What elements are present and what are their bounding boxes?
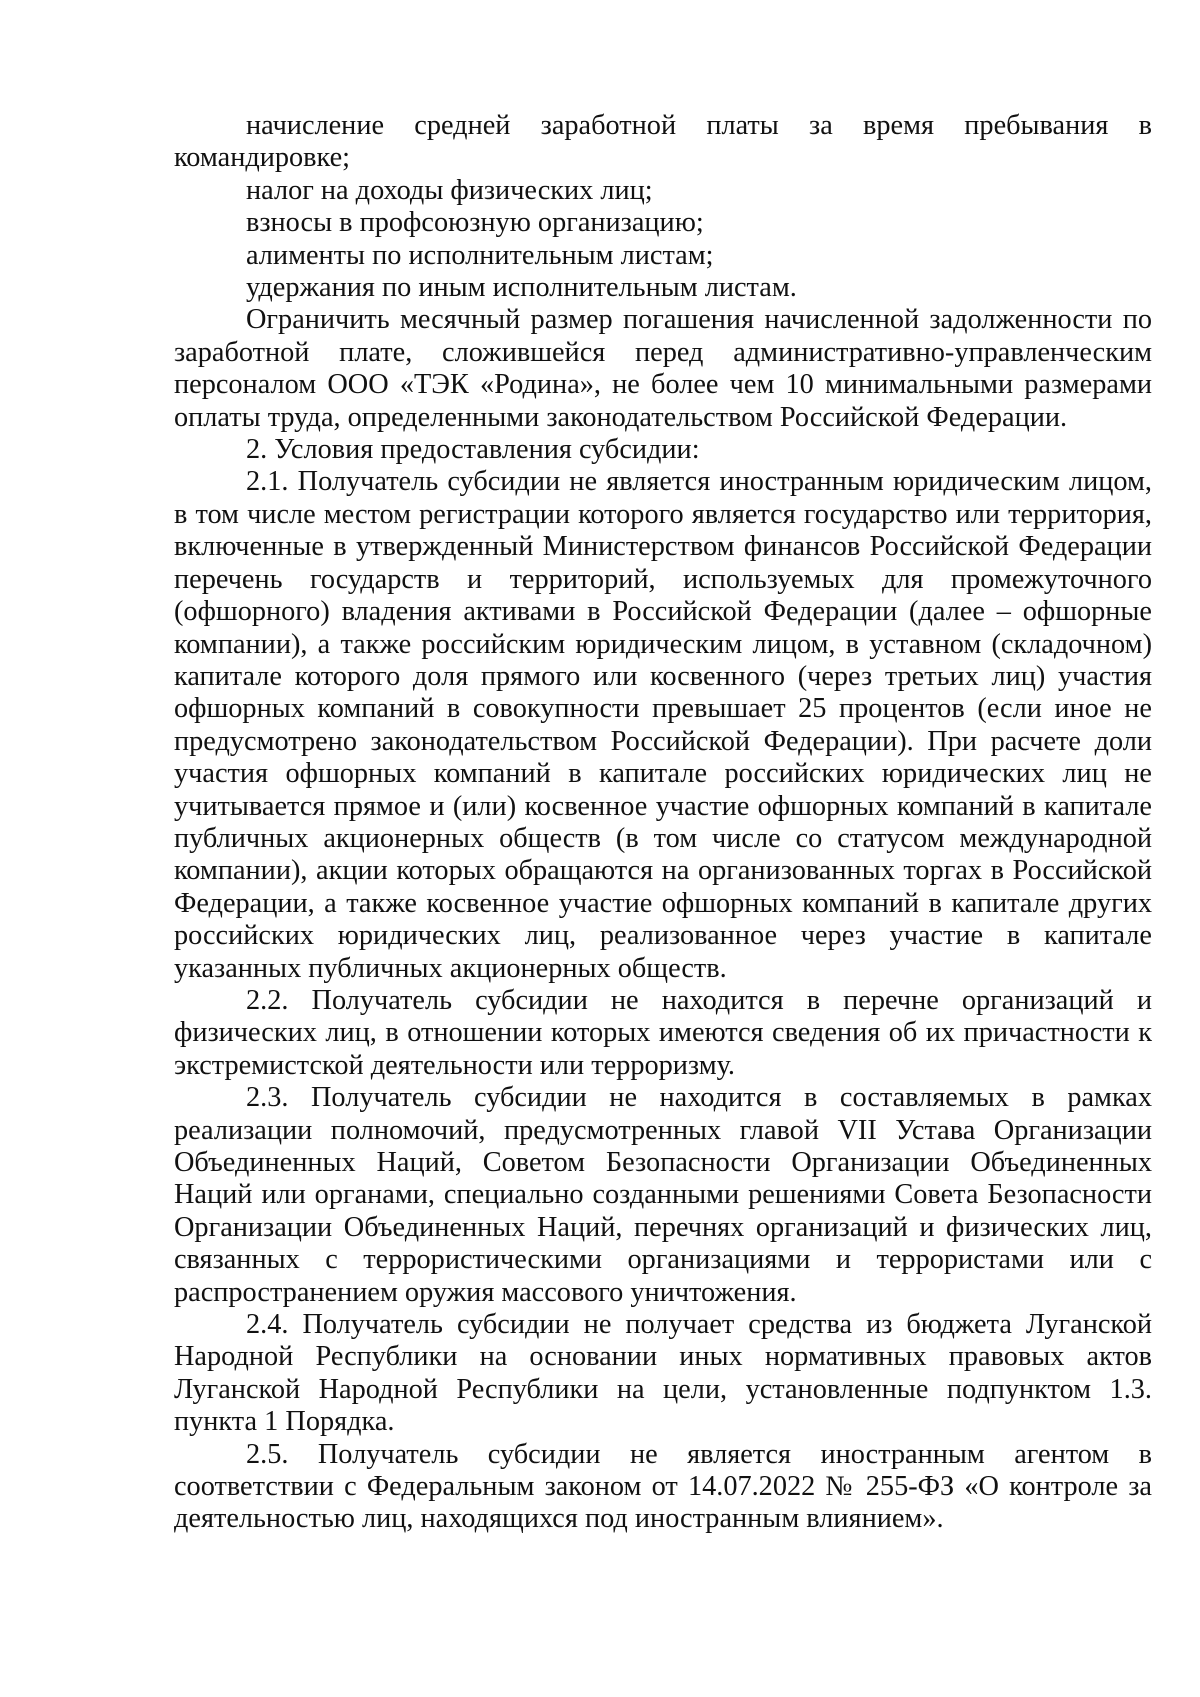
- paragraph-debt-limit: Ограничить месячный размер погашения начисленной задолженности по заработной плате, сложившейся перед административно-управленческим персоналом ООО «ТЭК «Родина», не более чем 10 минимальными размерами оплаты труда, определенными законодательством Российской Федерации.: [174, 304, 1152, 433]
- list-item-alimony: алименты по исполнительным листам;: [246, 239, 714, 271]
- clause-2-4: 2.4. Получатель субсидии не получает средства из бюджета Луганской Народной Республики на основании иных нормативных правовых актов Луганской Народной Республики на цели, установленные подпунктом 1.3. пункта 1 Порядка.: [174, 1309, 1152, 1438]
- clause-2-5: 2.5. Получатель субсидии не является иностранным агентом в соответствии с Федеральным законом от 14.07.2022 № 255-ФЗ «О контроле за деятельностью лиц, находящихся под иностранным влиянием».: [174, 1438, 1152, 1535]
- document-body: [174, 110, 1152, 1536]
- clause-2-2: 2.2. Получатель субсидии не находится в перечне организаций и физических лиц, в отношении которых имеются сведения об их причастности к экстремистской деятельности или терроризму.: [174, 984, 1152, 1081]
- clause-2-3: 2.3. Получатель субсидии не находится в составляемых в рамках реализации полномочий, предусмотренных главой VII Устава Организации Объединенных Наций, Советом Безопасности Организации Объединенных Наций или органами, специально созданными решениями Совета Безопасности Организации Объединенных Наций, перечнях организаций и физических лиц, связанных с террористическими организациями и террористами или с распространением оружия массового уничтожения.: [174, 1082, 1152, 1308]
- list-item-income-tax: налог на доходы физических лиц;: [246, 174, 653, 206]
- clause-2-1: 2.1. Получатель субсидии не является иностранным юридическим лицом, в том числе местом регистрации которого является государство или территория, включенные в утвержденный Министерством финансов Российской Федерации перечень государств и территорий, используемых для промежуточного (офшорного) владения активами в Российской Федерации (далее – офшорные компании), а также российским юридическим лицом, в уставном (складочном) капитале которого доля прямого или косвенного (через третьих лиц) участия офшорных компаний в совокупности превышает 25 процентов (если иное не предусмотрено законодательством Российской Федерации). При расчете доли участия офшорных компаний в капитале российских юридических лиц не учитывается прямое и (или) косвенное участие офшорных компаний в капитале публичных акционерных обществ (в том числе со статусом международной компании), акции которых обращаются на организованных торгах в Российской Федерации, а также косвенное участие офшорных компаний в капитале других российских юридических лиц, реализованное через участие в капитале указанных публичных акционерных обществ.: [174, 466, 1152, 984]
- section-heading-subsidy-conditions: 2. Условия предоставления субсидии:: [246, 434, 700, 466]
- list-item-union-fees: взносы в профсоюзную организацию;: [246, 207, 704, 239]
- paragraph-travel-salary: начисление средней заработной платы за время пребывания в командировке;: [174, 110, 1152, 174]
- list-item-other-deductions: удержания по иным исполнительным листам.: [246, 272, 797, 304]
